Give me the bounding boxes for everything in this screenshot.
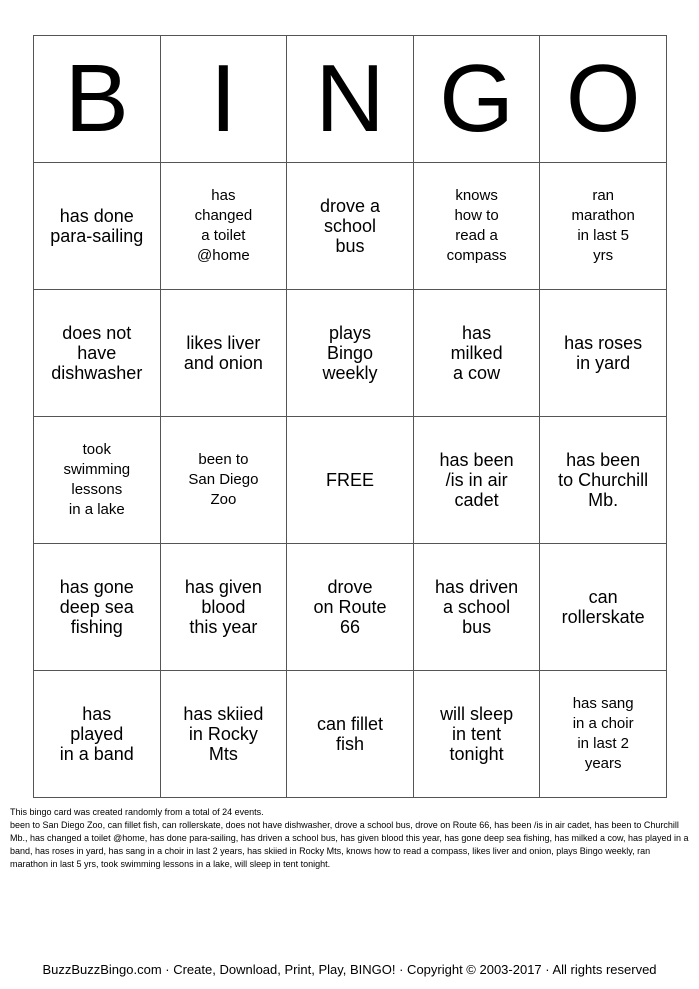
cell-text: has roses in yard bbox=[564, 333, 643, 373]
cell-text: has skiied in Rocky Mts bbox=[183, 704, 264, 764]
cell-text: has been /is in air cadet bbox=[439, 450, 514, 510]
bingo-cell bbox=[540, 290, 667, 417]
cell-text: has played in a band bbox=[59, 704, 134, 764]
cell-text: does not have dishwasher bbox=[51, 323, 143, 383]
header-row bbox=[34, 36, 667, 163]
bingo-cell bbox=[34, 671, 161, 798]
card-note bbox=[10, 806, 690, 871]
cell-text: has given blood this year bbox=[184, 577, 262, 637]
cell-text: has milked a cow bbox=[450, 323, 503, 383]
card-row bbox=[34, 671, 667, 798]
cell-text: has done para-sailing bbox=[50, 206, 144, 246]
header-letter-i: I bbox=[160, 36, 287, 163]
cell-text: drove a school bus bbox=[319, 196, 380, 256]
bingo-cell bbox=[160, 163, 287, 290]
bingo-cell bbox=[413, 417, 540, 544]
note-intro: This bingo card was created randomly from a total of 24 events. bbox=[10, 807, 264, 817]
bingo-cell bbox=[413, 163, 540, 290]
bingo-cell bbox=[540, 417, 667, 544]
bingo-cell bbox=[287, 671, 414, 798]
header-letter-n: N bbox=[287, 36, 414, 163]
cell-text: ran marathon in last 5 yrs bbox=[571, 187, 635, 264]
bingo-cell bbox=[413, 290, 540, 417]
cell-text: took swimming lessons in a lake bbox=[63, 441, 131, 518]
bingo-cell bbox=[413, 671, 540, 798]
bingo-cell bbox=[34, 417, 161, 544]
cell-text: has driven a school bus bbox=[435, 577, 519, 637]
footer: BuzzBuzzBingo.com · Create, Download, Print, Play, BINGO! · Copyright © 2003-2017 · All rights reserved bbox=[42, 962, 657, 977]
bingo-cell bbox=[540, 544, 667, 671]
card-row bbox=[34, 417, 667, 544]
bingo-cell bbox=[34, 290, 161, 417]
bingo-cell bbox=[287, 417, 414, 544]
bingo-cell bbox=[160, 544, 287, 671]
card-row bbox=[34, 544, 667, 671]
cell-text: drove on Route 66 bbox=[313, 577, 387, 637]
bingo-cell bbox=[540, 671, 667, 798]
cell-text: plays Bingo weekly bbox=[322, 323, 378, 383]
bingo-cell bbox=[287, 290, 414, 417]
cell-text: will sleep in tent tonight bbox=[440, 704, 514, 764]
header-letter-b: B bbox=[34, 36, 161, 163]
card-row bbox=[34, 290, 667, 417]
header-letter-g: G bbox=[413, 36, 540, 163]
bingo-cell bbox=[287, 544, 414, 671]
cell-text: knows how to read a compass bbox=[446, 187, 507, 264]
note-events: been to San Diego Zoo, can fillet fish, can rollerskate, does not have dishwasher, drove a school bus, drove on Route 66, has been /is in air cadet, has been to Churchill Mb., has changed a toilet @home, has done para-sailing, has driven a school bus, has given blood this year, has gone deep sea fishing, has milked a cow, has played in a band, has roses in yard, has sang in a choir in last 2 years, has skiied in Rocky Mts, knows how to read a compass, likes liver and onion, plays Bingo weekly, ran marathon in last 5 yrs, took swimming lessons in a lake, will sleep in tent tonight. bbox=[10, 820, 689, 869]
cell-text: can fillet fish bbox=[316, 714, 383, 754]
cell-text: has sang in a choir in last 2 years bbox=[572, 695, 634, 772]
card-row bbox=[34, 163, 667, 290]
header-letter-o: O bbox=[540, 36, 667, 163]
bingo-cell bbox=[287, 163, 414, 290]
bingo-cell bbox=[160, 290, 287, 417]
bingo-cell bbox=[540, 163, 667, 290]
cell-text: been to San Diego Zoo bbox=[188, 451, 259, 508]
bingo-cell bbox=[34, 544, 161, 671]
bingo-cell bbox=[160, 671, 287, 798]
cell-text: can rollerskate bbox=[561, 587, 645, 627]
bingo-cell bbox=[413, 544, 540, 671]
cell-text: likes liver and onion bbox=[183, 333, 263, 373]
cell-text: has gone deep sea fishing bbox=[59, 577, 134, 637]
cell-text: has changed a toilet @home bbox=[194, 187, 253, 264]
bingo-cell bbox=[34, 163, 161, 290]
bingo-cell bbox=[160, 417, 287, 544]
cell-text: has been to Churchill Mb. bbox=[558, 450, 649, 510]
bingo-card bbox=[33, 35, 667, 798]
cell-text: FREE bbox=[325, 470, 374, 490]
